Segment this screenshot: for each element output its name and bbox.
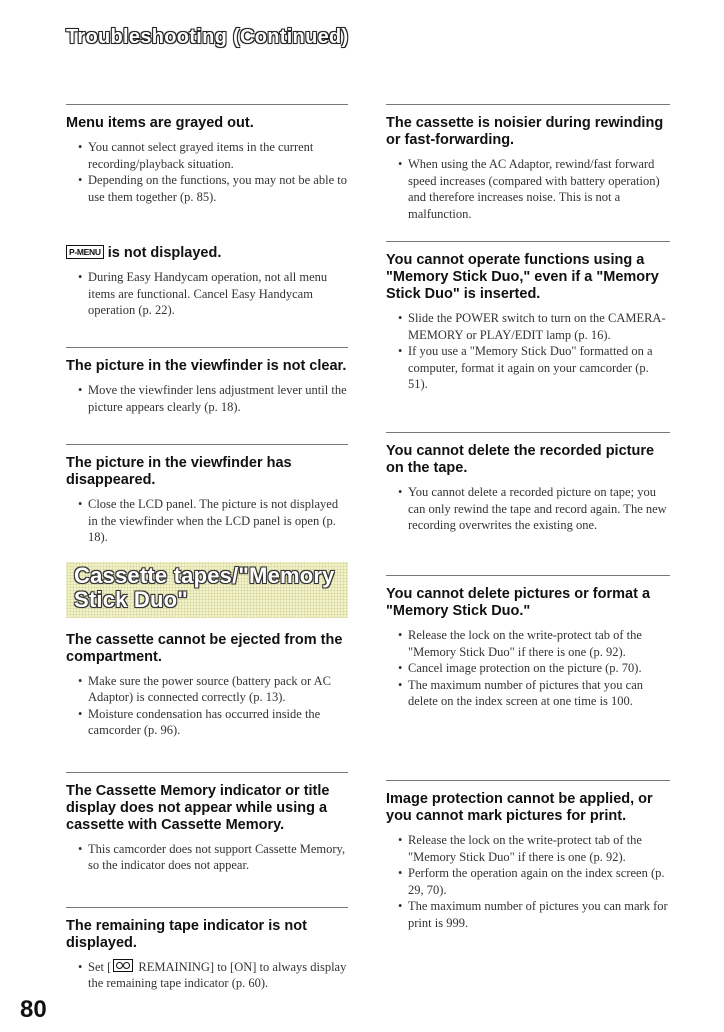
section-memory-stick-functions [386, 241, 670, 432]
list-item [80, 959, 348, 992]
page-title: Troubleshooting (Continued) [66, 26, 349, 48]
list-item: • When using the AC Adaptor, rewind/fast forward speed increases (compared with battery operation) and therefore increases noise. This is not a malfunction. [400, 156, 670, 222]
list-item: • The maximum number of pictures you can mark for print is 999. [400, 898, 670, 931]
banner-title: Cassette tapes/"Memory Stick Duo" [74, 562, 335, 612]
bullet-list [386, 484, 670, 534]
section-viewfinder-disappeared [66, 444, 348, 546]
section-cassette-noisy [386, 104, 670, 241]
list-item: • Cancel image protection on the picture (p. 70). [400, 660, 670, 677]
list-item: • This camcorder does not support Cassette Memory, so the indicator does not appear. [80, 841, 348, 874]
list-item: • The maximum number of pictures that you can delete on the index screen at one time is 100. [400, 677, 670, 710]
list-item: • Slide the POWER switch to turn on the CAMERA-MEMORY or PLAY/EDIT lamp (p. 16). [400, 310, 670, 343]
p-menu-icon: P-MENU [66, 245, 104, 259]
heading-text: is not displayed. [107, 245, 222, 261]
right-column [386, 104, 670, 931]
section-remaining-tape [66, 907, 348, 992]
list-item: • Moisture condensation has occurred inside the camcorder (p. 96). [80, 706, 348, 739]
section-heading: The Cassette Memory indicator or title display does not appear while using a cassette with Cassette Memory. [66, 782, 330, 833]
section-heading: You cannot operate functions using a "Memory Stick Duo," even if a "Memory Stick Duo" is inserted. [386, 252, 659, 302]
section-heading: You cannot delete pictures or format a "Memory Stick Duo." [386, 586, 651, 619]
bullet-list [66, 496, 348, 546]
bullet-list [66, 673, 348, 739]
section-heading: The remaining tape indicator is not displayed. [66, 917, 307, 951]
section-heading: The cassette is noisier during rewinding or fast-forwarding. [386, 115, 664, 148]
section-delete-tape-picture [386, 432, 670, 575]
section-viewfinder-unclear [66, 347, 348, 444]
page-number: 80 [20, 996, 47, 1023]
list-item: • During Easy Handycam operation, not all menu items are functional. Cancel Easy Handycam operation (p. 22). [80, 269, 348, 319]
section-heading: The picture in the viewfinder is not clear. [66, 358, 347, 374]
list-item: • Make sure the power source (battery pack or AC Adaptor) is connected correctly (p. 13). [80, 673, 348, 706]
bullet-list [66, 382, 348, 415]
bullet-list [66, 139, 348, 205]
section-heading: You cannot delete the recorded picture on the tape. [386, 443, 655, 476]
section-heading [66, 245, 348, 262]
section-heading: The picture in the viewfinder has disappeared. [66, 455, 292, 488]
item-text: REMAINING] to [ON] to always display the remaining tape indicator (p. 60). [88, 959, 347, 990]
list-item: • You cannot delete a recorded picture on tape; you can only rewind the tape and record again. The new recording overwrites the existing one. [400, 484, 670, 534]
bullet-list [66, 959, 348, 992]
bullet-list [386, 156, 670, 222]
bullet-list [386, 832, 670, 931]
section-delete-format [386, 575, 670, 780]
section-menu-grayed [66, 104, 348, 233]
category-banner [66, 562, 348, 618]
list-item: • You cannot select grayed items in the current recording/playback situation. [80, 139, 348, 172]
section-heading: The cassette cannot be ejected from the compartment. [66, 631, 343, 665]
list-item: • If you use a "Memory Stick Duo" formatted on a computer, format it again on your camcorder (p. 51). [400, 343, 670, 393]
list-item: • Close the LCD panel. The picture is not displayed in the viewfinder when the LCD panel is open (p. 18). [80, 496, 348, 546]
section-image-protection [386, 780, 670, 931]
section-heading: Image protection cannot be applied, or you cannot mark pictures for print. [386, 791, 653, 824]
bullet-list [66, 841, 348, 874]
list-item: • Release the lock on the write-protect tab of the "Memory Stick Duo" if there is one (p. 92). [400, 627, 670, 660]
section-cassette-memory [66, 772, 348, 907]
list-item: • Depending on the functions, you may not be able to use them together (p. 85). [80, 172, 348, 205]
list-item: • Perform the operation again on the index screen (p. 29, 70). [400, 865, 670, 898]
section-heading: Menu items are grayed out. [66, 115, 254, 131]
bullet-list [386, 310, 670, 393]
item-text: Set [ [88, 959, 112, 974]
list-item: • Move the viewfinder lens adjustment lever until the picture appears clearly (p. 18). [80, 382, 348, 415]
list-item: • Release the lock on the write-protect tab of the "Memory Stick Duo" if there is one (p. 92). [400, 832, 670, 865]
section-cassette-eject [66, 632, 348, 772]
bullet-list [66, 269, 348, 319]
left-column [66, 104, 348, 992]
bullet-list [386, 627, 670, 710]
tape-remaining-icon [113, 959, 133, 972]
section-pmenu [66, 233, 348, 347]
